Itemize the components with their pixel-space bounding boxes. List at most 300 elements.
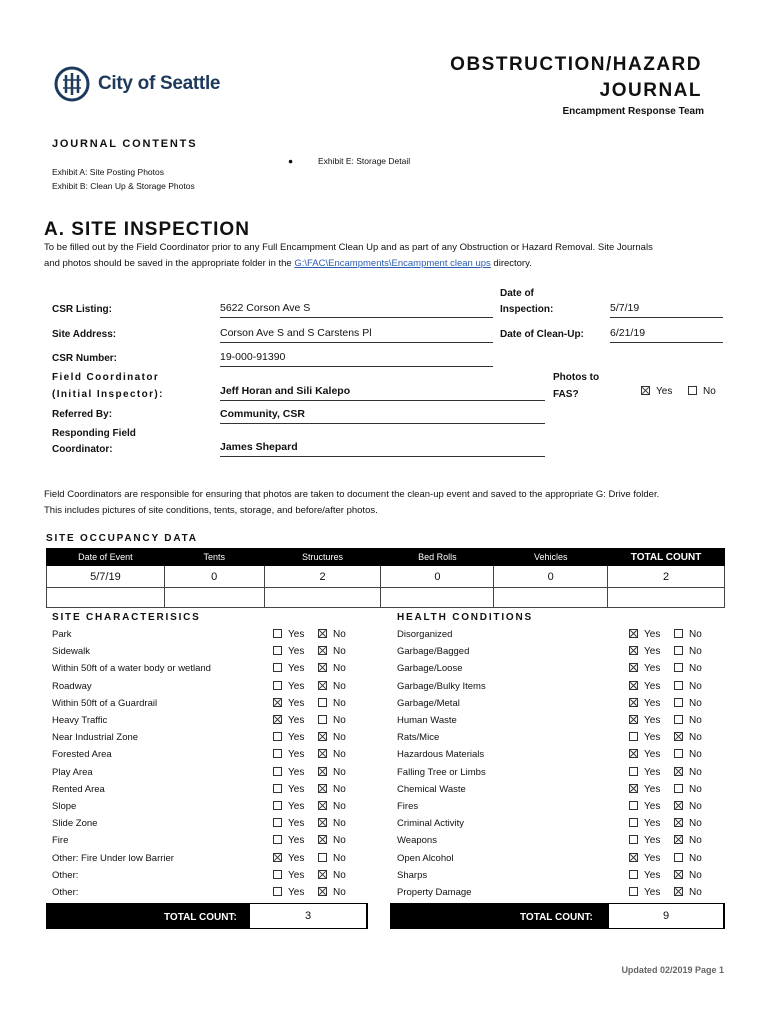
checked-box-icon[interactable]	[318, 870, 327, 879]
field-coordinator-label-1: Field Coordinator	[52, 372, 160, 383]
site-occupancy-heading: SITE OCCUPANCY DATA	[46, 533, 198, 544]
empty-box-icon[interactable]	[629, 732, 638, 741]
site-total-label: TOTAL COUNT:	[164, 912, 237, 923]
yes-label: Yes	[288, 646, 305, 658]
checklist-item-label: Garbage/Metal	[397, 697, 460, 709]
checked-box-icon[interactable]	[318, 681, 327, 690]
yes-label: Yes	[288, 766, 305, 778]
yes-label: Yes	[288, 715, 305, 726]
site-occupancy-table	[46, 548, 725, 608]
yes-label: Yes	[288, 801, 305, 812]
site-address-field[interactable]: Corson Ave S and S Carstens Pl	[220, 327, 493, 343]
intro-text: and photos should be saved in the appropriate folder in the	[44, 258, 295, 269]
no-label: No	[689, 646, 702, 658]
checklist-item-label: Property Damage	[397, 887, 472, 898]
checked-box-icon[interactable]	[318, 663, 327, 672]
checklist-item-label: Criminal Activity	[397, 818, 465, 830]
occupancy-header-row	[47, 549, 725, 566]
empty-box-icon[interactable]	[629, 870, 638, 879]
health-total-label: TOTAL COUNT:	[520, 912, 593, 923]
empty-box-icon[interactable]	[273, 887, 282, 896]
intro-line-1: To be filled out by the Field Coordinator prior to any Full Encampment Clean Up and as part of any Obstruction or Hazard Removal. Site Journals	[44, 242, 653, 253]
checklist-item-label: Fire	[52, 835, 69, 847]
yes-option[interactable]	[629, 732, 660, 743]
yes-label: Yes	[288, 887, 305, 898]
col-vehicles: Vehicles	[494, 549, 608, 566]
no-label: No	[333, 697, 346, 709]
date-of-label: Date of	[500, 288, 534, 299]
cell-bed-rolls[interactable]: 0	[381, 566, 494, 588]
yes-option[interactable]	[273, 767, 304, 778]
cell-total[interactable]: 2	[608, 566, 725, 588]
empty-box-icon[interactable]	[629, 887, 638, 896]
empty-box-icon[interactable]	[273, 732, 282, 741]
health-conditions-heading: HEALTH CONDITIONS	[397, 612, 533, 623]
empty-box-icon[interactable]	[273, 629, 282, 638]
csr-number-label: CSR Number:	[52, 353, 118, 364]
yes-option[interactable]	[273, 853, 304, 864]
no-label: No	[333, 663, 346, 675]
yes-option[interactable]	[629, 801, 660, 812]
intro-text-end: directory.	[490, 258, 532, 269]
checked-box-icon[interactable]	[318, 887, 327, 896]
checklist-item-label: Garbage/Loose	[397, 663, 463, 675]
yes-option[interactable]	[629, 784, 660, 795]
intro-line-2	[44, 256, 734, 272]
checked-box-icon[interactable]	[318, 646, 327, 655]
checked-box-icon[interactable]	[318, 749, 327, 758]
checked-box-icon[interactable]	[629, 784, 638, 793]
occupancy-empty-row	[47, 588, 725, 608]
checklist-item-label: Hazardous Materials	[397, 749, 485, 761]
cleanup-date-field[interactable]: 6/21/19	[610, 327, 723, 343]
no-label: No	[333, 887, 346, 898]
col-total: TOTAL COUNT	[608, 549, 725, 566]
col-structures: Structures	[264, 549, 381, 566]
checklist-item-label: Within 50ft of a water body or wetland	[52, 663, 211, 675]
yes-label: Yes	[644, 715, 661, 726]
document-title	[450, 52, 702, 104]
yes-option[interactable]	[629, 715, 660, 726]
no-option[interactable]	[318, 835, 346, 846]
no-label: No	[689, 766, 702, 778]
checked-box-icon[interactable]	[674, 887, 683, 896]
yes-option[interactable]	[273, 698, 304, 709]
responding-coordinator-field[interactable]: James Shepard	[220, 441, 545, 457]
city-logo	[54, 66, 220, 102]
note-line-2: This includes pictures of site conditions, tents, storage, and before/after photos.	[44, 505, 378, 516]
no-label: No	[689, 629, 702, 640]
yes-label: Yes	[644, 629, 661, 640]
no-option[interactable]	[674, 767, 702, 778]
no-option[interactable]	[318, 767, 346, 778]
no-option[interactable]	[674, 818, 702, 829]
section-a-heading: A. SITE INSPECTION	[44, 219, 250, 240]
yes-label: Yes	[644, 818, 661, 830]
no-label: No	[333, 783, 346, 795]
empty-box-icon[interactable]	[273, 646, 282, 655]
empty-cell[interactable]	[608, 588, 725, 608]
empty-cell[interactable]	[47, 588, 165, 608]
no-label: No	[333, 869, 346, 881]
responding-label-1: Responding Field	[52, 428, 136, 439]
field-coordinator-label	[52, 369, 164, 403]
yes-option[interactable]	[629, 887, 660, 898]
no-label: No	[333, 818, 346, 830]
logo-text: City of Seattle	[98, 73, 221, 94]
site-address-label: Site Address:	[52, 329, 117, 340]
title-line-2: JOURNAL	[599, 80, 702, 101]
checklist-item-label: Play Area	[52, 766, 93, 778]
yes-option[interactable]	[273, 749, 304, 760]
checked-box-icon[interactable]	[629, 663, 638, 672]
checked-box-icon[interactable]	[674, 767, 683, 776]
checklist-item-label: Garbage/Bulky Items	[397, 680, 486, 692]
empty-box-icon[interactable]	[674, 629, 683, 638]
checked-box-icon[interactable]	[674, 835, 683, 844]
no-option[interactable]	[674, 870, 702, 881]
checked-box-icon[interactable]	[273, 715, 282, 724]
empty-box-icon[interactable]	[273, 870, 282, 879]
empty-cell[interactable]	[381, 588, 494, 608]
yes-option[interactable]	[273, 784, 304, 795]
yes-label: Yes	[644, 852, 661, 864]
photos-label-1: Photos to	[553, 372, 600, 383]
no-label: No	[689, 697, 702, 709]
yes-option[interactable]	[629, 835, 660, 846]
empty-box-icon[interactable]	[674, 853, 683, 862]
yes-label: Yes	[288, 869, 305, 881]
no-label: No	[689, 818, 702, 830]
checked-box-icon[interactable]	[318, 801, 327, 810]
yes-label: Yes	[288, 749, 305, 761]
no-option[interactable]	[674, 732, 702, 743]
yes-option[interactable]	[273, 870, 304, 881]
no-label: No	[689, 715, 702, 726]
no-option[interactable]	[318, 784, 346, 795]
empty-box-icon[interactable]	[674, 715, 683, 724]
yes-option[interactable]	[273, 818, 304, 829]
checked-box-icon[interactable]	[318, 629, 327, 638]
yes-label: Yes	[644, 680, 661, 692]
site-total-value[interactable]: 3	[249, 903, 367, 929]
no-label: No	[689, 835, 702, 847]
photos-label-2: FAS?	[553, 389, 579, 400]
checked-box-icon[interactable]	[318, 818, 327, 827]
no-label: No	[689, 749, 702, 761]
checked-box-icon[interactable]	[318, 732, 327, 741]
empty-box-icon[interactable]	[318, 853, 327, 862]
csr-listing-field[interactable]: 5622 Corson Ave S	[220, 302, 493, 318]
document-subtitle: Encampment Response Team	[562, 106, 704, 117]
responding-label-2: Coordinator:	[52, 444, 113, 455]
empty-box-icon[interactable]	[273, 767, 282, 776]
city-seal-icon	[54, 66, 90, 102]
no-option[interactable]	[674, 646, 702, 657]
col-date: Date of Event	[47, 549, 165, 566]
no-label: No	[689, 680, 702, 692]
no-label: No	[689, 663, 702, 675]
photo-note	[44, 487, 734, 519]
checklist-item-label: Park	[52, 629, 72, 640]
journal-contents-heading: JOURNAL CONTENTS	[52, 138, 198, 150]
photos-no-option[interactable]	[688, 386, 716, 397]
yes-option[interactable]	[273, 835, 304, 846]
no-option[interactable]	[318, 715, 346, 726]
yes-option[interactable]	[629, 646, 660, 657]
yes-option[interactable]	[273, 646, 304, 657]
no-option[interactable]	[674, 801, 702, 812]
inspection-label: Inspection:	[500, 304, 554, 315]
yes-label: Yes	[288, 629, 305, 640]
yes-label: Yes	[288, 835, 305, 847]
checklist-item-label: Rented Area	[52, 783, 105, 795]
yes-label: Yes	[644, 663, 661, 675]
yes-label: Yes	[288, 680, 305, 692]
checklist-item-label: Sidewalk	[52, 646, 91, 658]
photos-yes-option[interactable]	[641, 386, 672, 397]
yes-label: Yes	[644, 766, 661, 778]
checked-box-icon[interactable]	[629, 853, 638, 862]
yes-option[interactable]	[629, 629, 660, 640]
col-tents: Tents	[164, 549, 264, 566]
checklist-item-label: Other:	[52, 869, 79, 881]
cleanup-date-label: Date of Clean-Up:	[500, 329, 584, 340]
no-option[interactable]	[318, 749, 346, 760]
empty-box-icon[interactable]	[629, 801, 638, 810]
yes-option[interactable]	[629, 870, 660, 881]
checklist-item-label: Chemical Waste	[397, 783, 466, 795]
no-label: No	[333, 629, 346, 640]
checked-box-icon[interactable]	[629, 715, 638, 724]
no-option[interactable]	[318, 853, 346, 864]
checked-box-icon[interactable]	[629, 681, 638, 690]
yes-label: Yes	[644, 646, 661, 658]
checked-box-icon[interactable]	[318, 784, 327, 793]
bullet-icon: ●	[288, 156, 294, 166]
checklist-item-label: Weapons	[397, 835, 437, 847]
yes-option[interactable]	[629, 698, 660, 709]
yes-label: Yes	[644, 835, 661, 847]
occupancy-data-row	[47, 566, 725, 588]
yes-label: Yes	[288, 697, 305, 709]
empty-box-icon[interactable]	[273, 818, 282, 827]
health-total-bar	[390, 903, 725, 929]
no-label: No	[333, 766, 346, 778]
no-option[interactable]	[674, 629, 702, 640]
photos-to-fas-label	[553, 369, 599, 403]
checked-box-icon[interactable]	[674, 870, 683, 879]
checklist-item-label: Within 50ft of a Guardrail	[52, 697, 158, 709]
yes-option[interactable]	[273, 732, 304, 743]
yes-option[interactable]	[629, 853, 660, 864]
yes-label: Yes	[288, 732, 305, 744]
checklist-item-label: Rats/Mice	[397, 732, 440, 744]
checklist-item-label: Slide Zone	[52, 818, 98, 830]
checked-box-icon[interactable]	[318, 835, 327, 844]
no-option[interactable]	[318, 646, 346, 657]
no-option[interactable]	[674, 749, 702, 760]
no-label: No	[689, 852, 702, 864]
field-coordinator-field[interactable]: Jeff Horan and Sili Kalepo	[220, 385, 545, 401]
cell-vehicles[interactable]: 0	[494, 566, 608, 588]
empty-box-icon[interactable]	[629, 835, 638, 844]
empty-box-icon[interactable]	[629, 767, 638, 776]
exhibit-a: Exhibit A: Site Posting Photos	[52, 167, 164, 177]
checklist-item-label: Near Industrial Zone	[52, 732, 139, 744]
empty-cell[interactable]	[494, 588, 608, 608]
no-option[interactable]	[674, 681, 702, 692]
no-option[interactable]	[318, 818, 346, 829]
yes-option[interactable]	[273, 887, 304, 898]
checked-box-icon[interactable]	[273, 853, 282, 862]
inspection-date-field[interactable]: 5/7/19	[610, 302, 723, 318]
no-label: No	[333, 749, 346, 761]
col-bed-rolls: Bed Rolls	[381, 549, 494, 566]
yes-label: Yes	[644, 801, 661, 812]
empty-box-icon[interactable]	[674, 681, 683, 690]
yes-option[interactable]	[273, 801, 304, 812]
no-label: No	[333, 732, 346, 744]
no-label: No	[333, 680, 346, 692]
no-option[interactable]	[318, 887, 346, 898]
checked-box-icon[interactable]	[629, 629, 638, 638]
yes-label: Yes	[288, 783, 305, 795]
no-label: No	[689, 887, 702, 898]
empty-box-icon[interactable]	[318, 698, 327, 707]
empty-cell[interactable]	[264, 588, 381, 608]
checked-box-icon[interactable]	[674, 732, 683, 741]
checked-box-icon[interactable]	[674, 801, 683, 810]
exhibit-e: Exhibit E: Storage Detail	[318, 156, 411, 166]
empty-box-icon[interactable]	[273, 681, 282, 690]
yes-label: Yes	[644, 887, 661, 898]
empty-box-icon[interactable]	[273, 801, 282, 810]
empty-box-icon[interactable]	[273, 784, 282, 793]
no-option[interactable]	[318, 698, 346, 709]
no-label: No	[689, 732, 702, 744]
empty-box-icon[interactable]	[674, 784, 683, 793]
yes-label: Yes	[644, 749, 661, 761]
yes-option[interactable]	[273, 629, 304, 640]
no-option[interactable]	[318, 681, 346, 692]
cell-structures[interactable]: 2	[264, 566, 381, 588]
no-label: No	[333, 646, 346, 658]
no-option[interactable]	[674, 887, 702, 898]
yes-option[interactable]	[629, 663, 660, 674]
empty-box-icon[interactable]	[629, 818, 638, 827]
yes-label: Yes	[288, 818, 305, 830]
no-option[interactable]	[318, 663, 346, 674]
no-option[interactable]	[318, 870, 346, 881]
no-option[interactable]	[318, 629, 346, 640]
photos-no-label: No	[703, 386, 716, 397]
yes-option[interactable]	[629, 818, 660, 829]
exhibit-b: Exhibit B: Clean Up & Storage Photos	[52, 181, 195, 191]
empty-box-icon[interactable]	[273, 835, 282, 844]
no-option[interactable]	[318, 732, 346, 743]
empty-box-icon[interactable]	[318, 715, 327, 724]
empty-box-icon[interactable]	[688, 386, 697, 395]
health-total-value[interactable]: 9	[608, 903, 724, 929]
checked-box-icon[interactable]	[674, 818, 683, 827]
yes-label: Yes	[644, 697, 661, 709]
checklist-item-label: Garbage/Bagged	[397, 646, 470, 658]
no-option[interactable]	[674, 853, 702, 864]
no-label: No	[333, 852, 346, 864]
checked-box-icon[interactable]	[318, 767, 327, 776]
checklist-item-label: Sharps	[397, 869, 428, 881]
checked-box-icon[interactable]	[641, 386, 650, 395]
yes-option[interactable]	[629, 749, 660, 760]
cell-tents[interactable]: 0	[164, 566, 264, 588]
no-label: No	[333, 801, 346, 812]
no-option[interactable]	[674, 784, 702, 795]
yes-option[interactable]	[629, 681, 660, 692]
responding-coordinator-label	[52, 426, 136, 458]
checklist-item-label: Open Alcohol	[397, 852, 454, 864]
folder-path-link[interactable]: G:\FAC\Encampments\Encampment clean ups	[294, 258, 491, 269]
yes-label: Yes	[644, 732, 661, 744]
yes-label: Yes	[288, 663, 305, 675]
csr-number-field[interactable]: 19-000-91390	[220, 351, 493, 367]
referred-by-field[interactable]: Community, CSR	[220, 408, 545, 424]
checklist-item-label: Fires	[397, 801, 419, 812]
checked-box-icon[interactable]	[629, 749, 638, 758]
empty-box-icon[interactable]	[674, 663, 683, 672]
checked-box-icon[interactable]	[273, 698, 282, 707]
note-line-1: Field Coordinators are responsible for ensuring that photos are taken to document the clean-up event and saved to the appropriate G: Drive folder.	[44, 489, 660, 500]
empty-box-icon[interactable]	[674, 698, 683, 707]
no-option[interactable]	[674, 835, 702, 846]
yes-option[interactable]	[629, 767, 660, 778]
site-total-bar	[46, 903, 368, 929]
checklist-item-label: Roadway	[52, 680, 92, 692]
no-option[interactable]	[674, 663, 702, 674]
no-option[interactable]	[674, 715, 702, 726]
empty-cell[interactable]	[164, 588, 264, 608]
empty-box-icon[interactable]	[674, 749, 683, 758]
yes-option[interactable]	[273, 715, 304, 726]
empty-box-icon[interactable]	[273, 663, 282, 672]
section-a-intro	[44, 240, 734, 272]
checked-box-icon[interactable]	[629, 698, 638, 707]
checklist-item-label: Heavy Traffic	[52, 715, 108, 726]
photos-yes-label: Yes	[656, 386, 673, 397]
checklist-item-label: Other:	[52, 887, 79, 898]
no-label: No	[333, 715, 346, 726]
empty-box-icon[interactable]	[273, 749, 282, 758]
checked-box-icon[interactable]	[629, 646, 638, 655]
title-line-1: OBSTRUCTION/HAZARD	[450, 54, 702, 75]
yes-option[interactable]	[273, 681, 304, 692]
checklist-item-label: Forested Area	[52, 749, 112, 761]
empty-box-icon[interactable]	[674, 646, 683, 655]
footer-text: Updated 02/2019 Page 1	[621, 965, 724, 975]
site-characteristics-heading: SITE CHARACTERISICS	[52, 612, 201, 623]
yes-label: Yes	[644, 783, 661, 795]
yes-label: Yes	[288, 852, 305, 864]
csr-listing-label: CSR Listing:	[52, 304, 112, 315]
checklist-item-label: Falling Tree or Limbs	[397, 766, 486, 778]
checklist-item-label: Other: Fire Under low Barrier	[52, 852, 174, 864]
checklist-item-label: Human Waste	[397, 715, 457, 726]
no-option[interactable]	[318, 801, 346, 812]
no-label: No	[689, 783, 702, 795]
cell-date[interactable]: 5/7/19	[47, 566, 165, 588]
no-option[interactable]	[674, 698, 702, 709]
yes-option[interactable]	[273, 663, 304, 674]
